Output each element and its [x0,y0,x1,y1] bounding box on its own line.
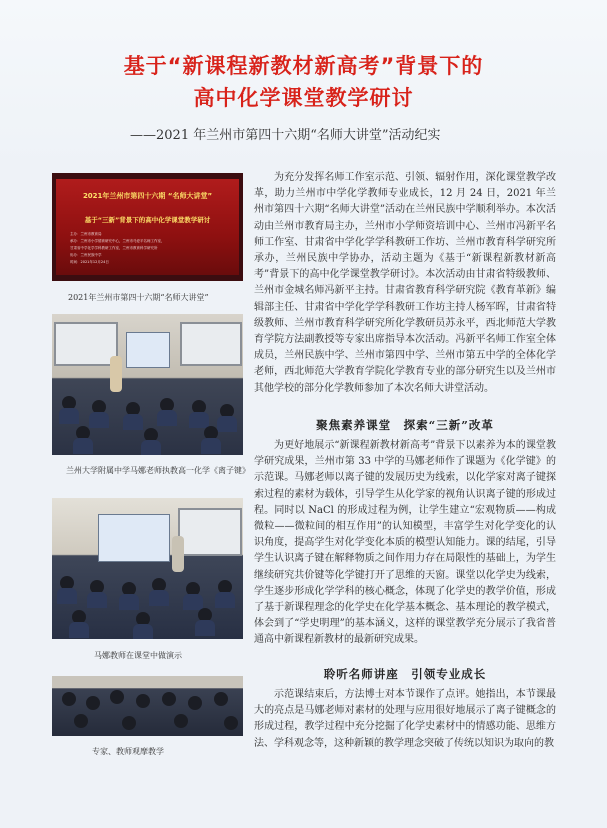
slide-line: 时间：2021年12月24日 [70,260,109,264]
photo-classroom-lecture [52,314,243,455]
photo-caption: 兰州大学附属中学马娜老师执教高一化学《离子键》 [66,466,250,475]
article-title-line2: 高中化学课堂教学研讨 [193,86,414,110]
article-subtitle: ——2021 年兰州市第四十六期“名师大讲堂”活动纪实 [130,128,441,143]
slide-topic: 基于“三新”背景下的高中化学课堂教学研讨 [84,216,211,224]
paragraph-review: 示范课结束后，方法博士对本节课作了点评。她指出，本节课最大的亮点是马娜老师对素材的处理与应用很好地展示了离子键概念的形成过程，教学过程中充分挖掘了化学史素材中的情感功能、思维方法、学科观念等，这种新颖的教学理念突破了传统以知识为取向的教 [254,689,556,749]
slide-line: 甘肃省中学化学学科教研工作室，兰州市教育科学研究所 [70,246,158,250]
photo-caption: 马娜教师在课堂中做演示 [94,651,182,660]
article-title-line1: 基于“新课程新教材新高考”背景下的 [123,54,484,78]
paragraph-lesson: 为更好地展示“新课程新教材新高考”背景下以素养为本的课堂教学研究成果，兰州市第 33 中学的马娜老师作了课题为《化学键》的示范课。马娜老师以离子键的发展历史为线索，以化学家对离子键探索过程的素材为载体，引导学生从化学家的视角认识离子键的形成过程。同时以 NaCl 的形成过程为例，让学生建立“宏观物质——构成微粒——微粒间的相互作用”的认知模型，丰富学生对化学变化的认识角度，提高学生对化学变化本质的模型认知能力。课的结尾，引导学生认识离子键在解释物质之间作用力存在局限性的基础上，为学生继续研究共价键等化学键打开了思维的天窗。课堂以化学史为线索，学生逐步形成化学学科的核心概念，体现了化学史的教学价值，形成了基于新课程理念的化学史在化学基本概念、基本理论的教学模式，体会到了“学史明理”的基本涵义，这样的课堂教学充分展示了我省普通高中新课程新教材的最新研究成果。 [254,440,556,646]
slide-line: 承办：兰州市小学德育研究中心，兰州市马爱平名师工作室， [70,239,165,243]
photo-caption: 2021年兰州市第四十六期“名师大讲堂” [68,293,209,302]
projected-slide [56,179,239,275]
photo-event-slide [52,173,243,281]
slide-heading: 2021年兰州市第四十六期 “名师大讲堂” [82,192,213,200]
section-heading: 聚焦素养课堂 探索“三新”改革 [316,418,494,432]
photo-audience [52,676,243,736]
photo-caption: 专家、教师观摩教学 [92,747,164,756]
photo-classroom-demo [52,498,243,639]
section-heading: 聆听名师讲座 引领专业成长 [323,667,487,681]
slide-line: 主办：兰州市教育局 [70,232,102,236]
paragraph-intro: 为充分发挥名师工作室示范、引领、辐射作用，深化课堂教学改革，助力兰州市中学化学教师专业成长，12 月 24 日，2021 年兰州市第四十六期“名师大讲堂”活动在兰州民族中学顺利举办。本次活动由兰州市教育局主办，兰州市小学师资培训中心、兰州市冯新平名师工作室、甘肃省中学化学学科教研工作坊、兰州市教育科学研究所承办，兰州民族中学协办，活动主题为《基于“新课程新教材新高考”背景下的高中化学课堂教学研讨》。本次活动由甘肃省特级教师、兰州市金城名师冯新平主持。甘肃省教育科学研究院《教育革新》编辑部主任、甘肃省中学化学学科教研工作坊主持人杨军晖，甘肃省特级教师、兰州市教育科学研究所化学教研员苏永平，西北师范大学教育学院方法副教授等专家出席指导本次活动。冯新平名师工作室全体成员，兰州民族中学、兰州市第四中学、兰州市第五中学的全体化学老师，西北师范大学教育学院化学教育专业的部分研究生以及兰州市其他学校的部分化学教师参加了本次名师大讲堂活动。 [254,172,556,394]
slide-line: 协办：兰州民族中学 [70,253,102,257]
